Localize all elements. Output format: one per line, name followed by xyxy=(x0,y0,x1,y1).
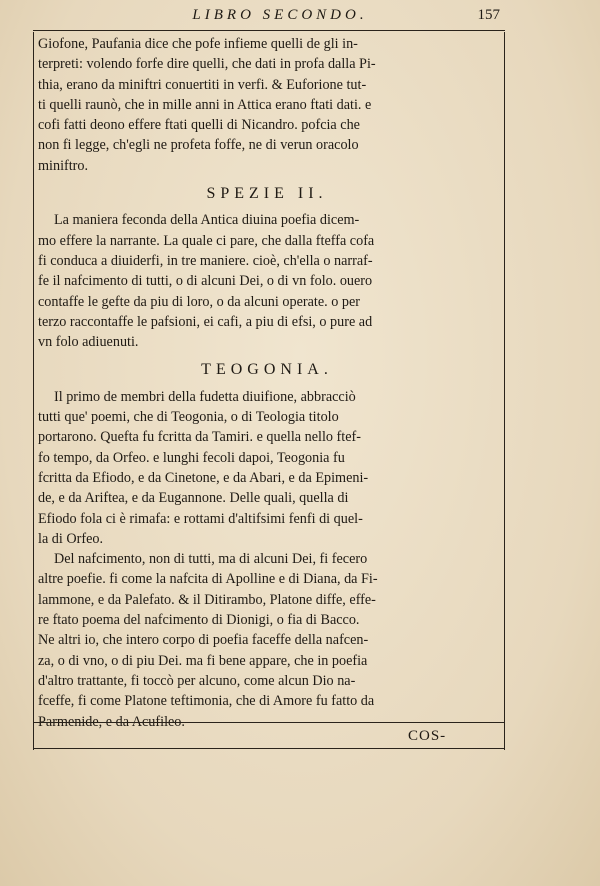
text-line: fi conduca a diuiderfi, in tre maniere. cioè, ch'ella o narraf- xyxy=(38,252,373,269)
text-line: thia, erano da miniftri conuertiti in verfi. & Euforione tut- xyxy=(38,76,367,93)
text-line: Efiodo fola ci è rimafa: e rottami d'altifsimi fenfi di quel- xyxy=(38,510,363,527)
text-line: contaffe le gefte da piu di loro, o da alcuni operate. o per xyxy=(38,293,360,310)
text-line: altre poefie. fi come la nafcita di Apolline e di Diana, da Fi- xyxy=(38,571,378,588)
text-line: fceffe, fi come Platone teftimonia, che di Amore fu fatto da xyxy=(38,693,375,710)
bottom-rule xyxy=(33,722,505,723)
catchword: COS- xyxy=(408,728,447,744)
text-line: Del nafcimento, non di tutti, ma di alcuni Dei, fi fecero xyxy=(54,551,368,568)
text-line: tutti que' poemi, che di Teogonia, o di Teologia titolo xyxy=(38,409,339,426)
top-rule xyxy=(33,30,505,31)
text-line: fcritta da Efiodo, e da Cinetone, e da Abari, e da Epimeni- xyxy=(38,469,369,486)
text-line: non fi legge, ch'egli ne profeta foffe, ne di verun oracolo xyxy=(38,137,359,154)
body-text xyxy=(38,34,496,732)
text-line: de, e da Ariftea, e da Eugannone. Delle quali, quella di xyxy=(38,490,349,507)
paragraph-spezie xyxy=(38,210,496,352)
text-line: fo tempo, da Orfeo. e lunghi fecoli dapoi, Teogonia fu xyxy=(38,449,345,466)
text-line: portarono. Quefta fu fcritta da Tamiri. e quella nello ftef- xyxy=(38,429,361,446)
text-line: Il primo de membri della fudetta diuifione, abbracciò xyxy=(54,388,356,405)
section-heading-spezie: SPEZIE II. xyxy=(206,185,328,203)
text-line: d'altro trattante, fi toccò per alcuno, come alcun Dio na- xyxy=(38,672,356,689)
paragraph-nascimento xyxy=(38,549,496,732)
text-line: Parmenide, e da Acufileo. xyxy=(38,713,185,730)
running-title: LIBRO SECONDO. xyxy=(192,7,368,23)
page-number: 157 xyxy=(477,7,500,23)
text-line: La maniera feconda della Antica diuina poefia dicem- xyxy=(54,212,360,229)
text-line: mo effere la narrante. La quale ci pare, che dalla fteffa cofa xyxy=(38,232,375,249)
section-heading-teogonia: TEOGONIA. xyxy=(201,361,333,379)
text-line: terpreti: volendo forfe dire quelli, che dati in profa dalla Pi- xyxy=(38,56,376,73)
text-line: miniftro. xyxy=(38,157,89,174)
text-line: Giofone, Paufania dice che pofe infieme quelli de gli in- xyxy=(38,36,358,52)
text-line: cofi fatti deono effere ftati quelli di Nicandro. pofcia che xyxy=(38,117,360,134)
text-line: terzo raccontaffe le pafsioni, ei cafi, a piu di efsi, o pure ad xyxy=(38,313,373,330)
text-line: la di Orfeo. xyxy=(38,530,104,547)
page-header xyxy=(40,6,500,28)
text-line: re ftato poema del nafcimento di Dionigi, o fia di Bacco. xyxy=(38,612,360,629)
text-line: ti quelli raunò, che in mille anni in Attica erano ftati dati. e xyxy=(38,96,372,113)
text-line: vn folo adiuenuti. xyxy=(38,334,139,351)
paragraph-continuation xyxy=(38,34,496,176)
text-line: lammone, e da Palefato. & il Ditirambo, Platone diffe, effe- xyxy=(38,591,376,608)
text-line: za, o di vno, o di piu Dei. ma fi bene appare, che in poefia xyxy=(38,652,368,669)
footer-rule xyxy=(33,748,505,749)
paragraph-teogonia xyxy=(38,387,496,549)
text-line: Ne altri io, che intero corpo di poefia faceffe della nafcen- xyxy=(38,632,369,649)
text-line: fe il nafcimento di tutti, o di alcuni Dei, o di vn folo. ouero xyxy=(38,273,373,290)
